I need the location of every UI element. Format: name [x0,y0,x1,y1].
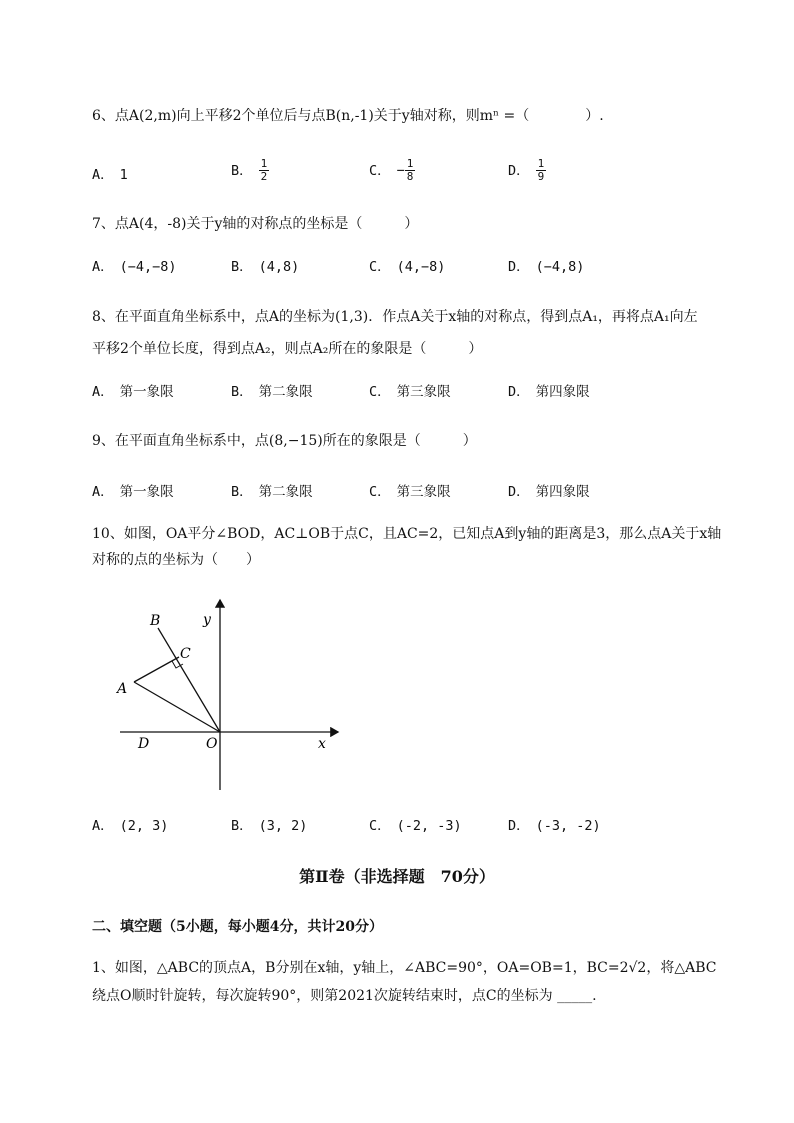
q10-option-b[interactable] [231,816,307,836]
label-c: C [180,646,191,662]
option-label: C． [369,818,391,834]
label-a: A [117,681,128,697]
option-label: B． [231,259,253,275]
option-label: A． [92,167,114,183]
option-text: 第二象限 [258,384,313,400]
question-7-stem: 7、点A(4，-8)关于y轴的对称点的坐标是（ ） [92,216,419,232]
option-label: C． [369,162,391,179]
ray-ob [158,628,220,732]
fill-question-1-line2: 绕点O顺时针旋转，每次旋转90°，则第2021次旋转结束时，点C的坐标为 _____. [92,988,597,1004]
fraction: $\frac{1}{2}$ [260,157,268,183]
option-label: A． [92,484,114,500]
option-text: (-3, -2) [535,818,601,834]
option-text: (-2, -3) [396,818,462,834]
q8-option-b[interactable] [231,382,313,402]
q7-option-b[interactable] [231,257,299,277]
option-text: 第一象限 [119,384,174,400]
q6-option-d[interactable] [508,158,546,183]
option-text: 第四象限 [535,384,590,400]
q7-option-c[interactable] [369,257,445,277]
option-text: 第三象限 [396,384,451,400]
option-label: D． [508,384,530,400]
q8-option-c[interactable] [369,382,451,402]
option-label: A． [92,818,114,834]
label-y: y [203,612,211,628]
option-label: B． [231,162,253,179]
option-text: (4,8) [258,259,300,275]
option-label: D． [508,484,530,500]
label-x: x [318,736,326,752]
q7-option-a[interactable] [92,257,177,277]
label-o: O [206,736,218,752]
q6-option-b[interactable] [231,158,269,183]
q9-option-b[interactable] [231,482,313,502]
q7-option-d[interactable] [508,257,584,277]
option-text: (−4,−8) [119,259,177,275]
option-text: (2, 3) [119,818,169,834]
ray-oa [134,682,220,732]
option-label: A． [92,384,114,400]
q6-option-a[interactable] [92,165,128,185]
q9-option-d[interactable] [508,482,590,502]
question-10-stem-line1: 10、如图，OA平分∠BOD，AC⊥OB于点C，且AC=2，已知点A到y轴的距离是3，那么点A关于x轴 [92,526,722,542]
option-label: C． [369,384,391,400]
option-text: 第一象限 [119,484,174,500]
fraction: $\frac{1}{9}$ [537,157,545,183]
fill-question-1-line1: 1、如图，△ABC的顶点A，B分别在x轴，y轴上，∠ABC=90°，OA=OB=1，BC=2√2，将△ABC [92,960,717,976]
option-label: B． [231,818,253,834]
q8-option-d[interactable] [508,382,590,402]
option-label: A． [92,259,114,275]
option-text: (−4,8) [535,259,585,275]
q10-option-d[interactable] [508,816,601,836]
section-2-subtitle: 二、填空题（5小题，每小题4分，共计20分） [92,919,383,935]
question-8-stem-line2: 平移2个单位长度，得到点A₂，则点A₂所在的象限是（ ） [92,341,483,357]
option-label: C． [369,259,391,275]
question-6-stem: 6、点A(2,m)向上平移2个单位后与点B(n,-1)关于y轴对称，则mⁿ =（ ）. [92,108,604,124]
question-10-stem-line2: 对称的点的坐标为（ ） [92,552,260,568]
option-text: 第三象限 [396,484,451,500]
section-2-title: 第Ⅱ卷（非选择题 70分） [299,867,495,886]
label-d: D [138,736,150,752]
option-label: C． [369,484,391,500]
option-label: B． [231,484,253,500]
question-9-stem: 9、在平面直角坐标系中，点(8,−15)所在的象限是（ ） [92,433,477,449]
q9-option-c[interactable] [369,482,451,502]
option-label: D． [508,818,530,834]
question-8-stem-line1: 8、在平面直角坐标系中，点A的坐标为(1,3)．作点A关于x轴的对称点，得到点A₁，再将点A₁向左 [92,309,698,325]
q8-option-a[interactable] [92,382,174,402]
q10-option-c[interactable] [369,816,462,836]
option-text: 1 [119,167,128,183]
option-text: 第二象限 [258,484,313,500]
q10-geometry-figure [100,590,360,800]
q10-option-a[interactable] [92,816,168,836]
q9-option-a[interactable] [92,482,174,502]
option-label: D． [508,162,530,179]
q6-option-c[interactable] [369,158,415,183]
option-label: B． [231,384,253,400]
segment-ac [134,657,179,682]
option-label: D． [508,259,530,275]
minus-sign: − [396,162,405,179]
option-text: (4,−8) [396,259,446,275]
label-b: B [150,613,161,629]
option-text: (3, 2) [258,818,308,834]
fraction: $\frac{1}{8}$ [406,157,414,183]
option-text: 第四象限 [535,484,590,500]
